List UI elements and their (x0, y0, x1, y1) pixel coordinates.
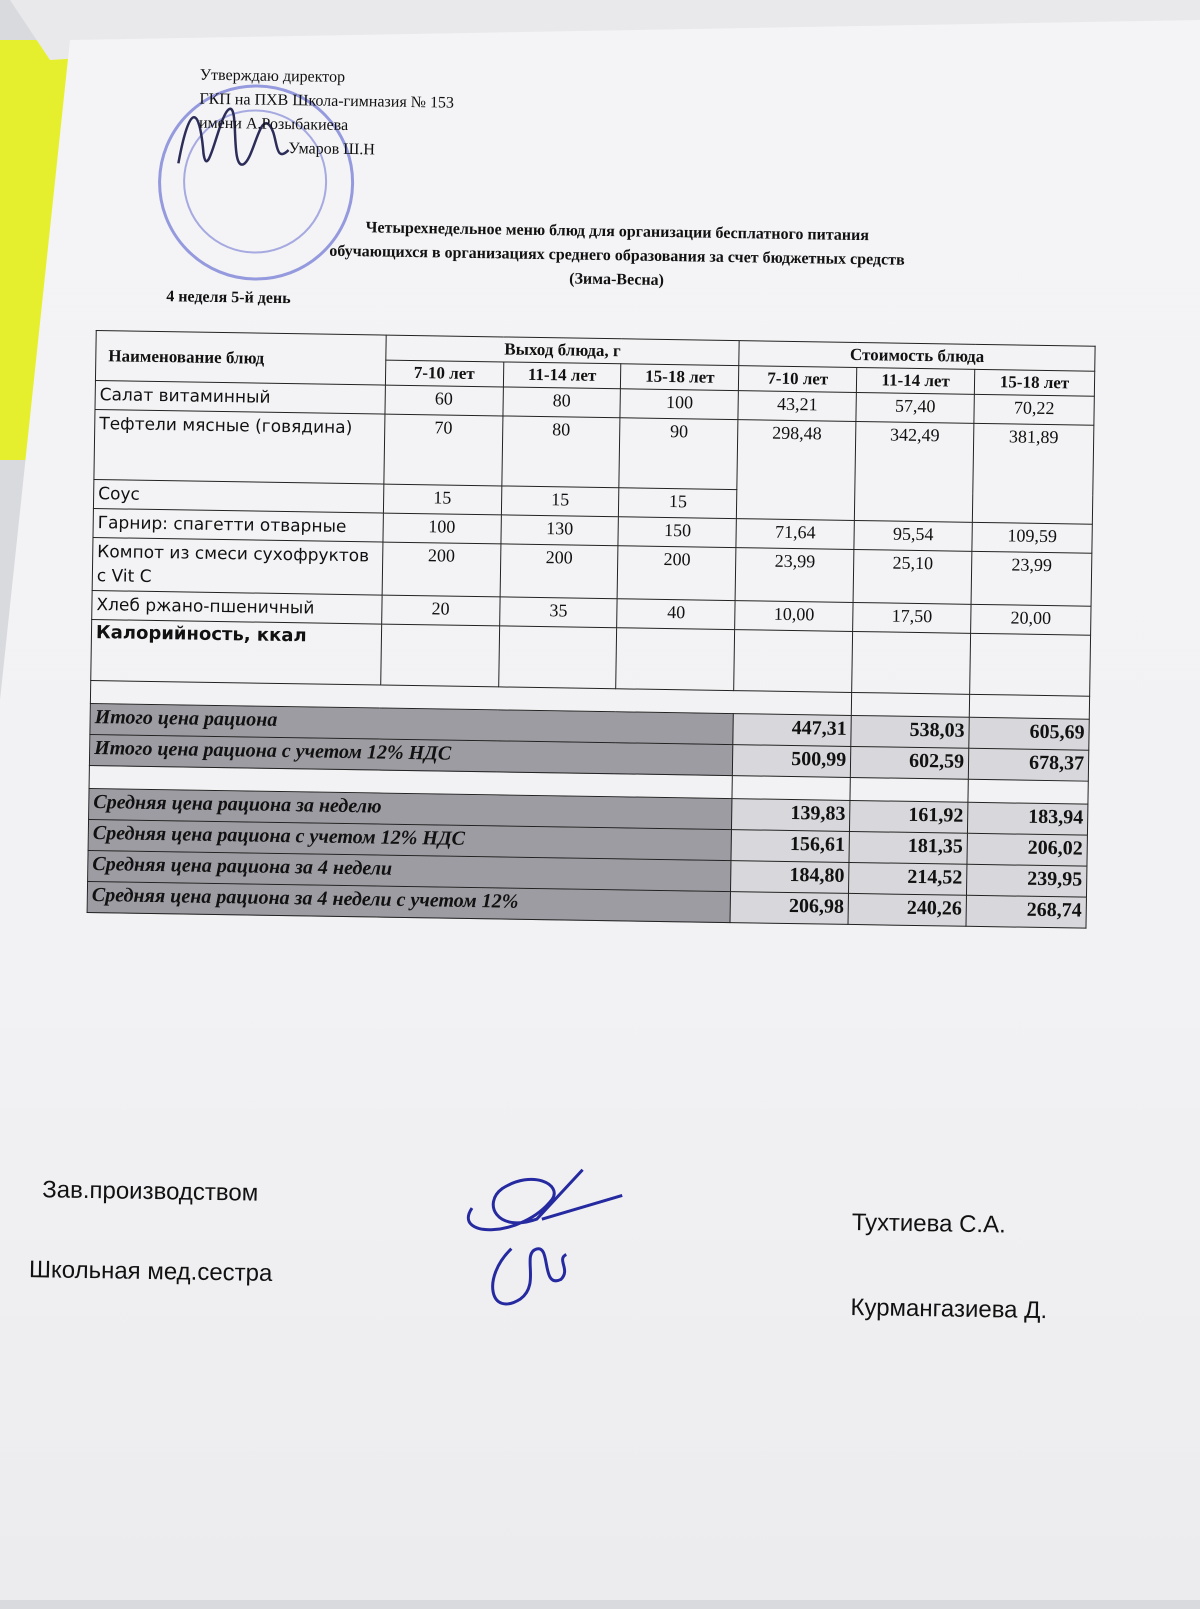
approval-block (198, 64, 454, 164)
cost-cell: 10,00 (735, 601, 853, 632)
cost-cell: 20,00 (971, 604, 1091, 635)
output-cell: 80 (501, 416, 620, 488)
output-cell: 70 (384, 414, 503, 486)
output-cell: 35 (499, 597, 617, 628)
average-value: 239,95 (967, 864, 1087, 897)
calories-label: Калорийность, ккал (91, 620, 382, 686)
average-value: 184,80 (731, 861, 849, 894)
average-value: 161,92 (850, 800, 968, 833)
output-cell: 60 (385, 385, 503, 416)
output-cell: 15 (383, 484, 501, 515)
cost-cell: 109,59 (972, 522, 1092, 553)
dish-name: Тефтели мясные (говядина) (94, 410, 385, 485)
calories-cell (734, 630, 853, 693)
col-output-header: Выход блюда, г (386, 335, 740, 366)
calories-cell (380, 624, 499, 687)
total-value: 447,31 (733, 714, 851, 747)
age-header: 11-14 лет (857, 367, 975, 394)
week-day-label: 4 неделя 5-й день (166, 288, 291, 308)
output-cell: 150 (618, 517, 736, 548)
spacer-cell (732, 776, 850, 801)
dish-name: Хлеб ржано-пшеничный (92, 591, 382, 625)
age-header: 15-18 лет (621, 364, 739, 391)
total-value: 605,69 (969, 717, 1089, 750)
calories-cell (852, 631, 971, 694)
name-production-head: Тухтиева С.А. (851, 1209, 1006, 1239)
average-label: Средняя цена рациона с учетом 12% НДС (88, 819, 732, 860)
col-name-header: Наименование блюд (95, 331, 385, 386)
age-header: 15-18 лет (974, 369, 1094, 396)
document-title (166, 213, 1067, 299)
average-value: 206,98 (730, 892, 848, 925)
menu-table (87, 330, 1096, 929)
cost-cell: 17,50 (853, 602, 971, 633)
cost-cell: 57,40 (856, 392, 974, 423)
average-value: 156,61 (731, 830, 849, 863)
cost-cell: 342,49 (855, 421, 974, 522)
cost-cell: 25,10 (853, 549, 972, 604)
output-cell: 40 (617, 599, 735, 630)
calories-cell (498, 626, 617, 689)
average-value: 268,74 (966, 895, 1086, 928)
output-cell: 20 (381, 595, 499, 626)
output-cell: 15 (501, 486, 619, 517)
cost-cell: 381,89 (972, 423, 1093, 524)
total-value: 602,59 (850, 746, 968, 779)
role-school-nurse: Школьная мед.сестра (28, 1256, 273, 1287)
output-cell: 90 (619, 418, 738, 490)
average-value: 240,26 (848, 893, 966, 926)
cost-cell: 23,99 (735, 548, 854, 603)
average-label: Средняя цена рациона за 4 недели (88, 850, 732, 891)
total-value: 538,03 (851, 715, 969, 748)
approve-line-2: ГКП на ПХВ Школа-гимназия № 153 (199, 90, 455, 112)
cost-cell: 23,99 (971, 551, 1092, 606)
output-cell: 100 (620, 389, 738, 420)
age-header: 7-10 лет (739, 366, 857, 393)
dish-name: Гарнир: спагетти отварные (93, 509, 383, 543)
title-line-3: (Зима-Весна) (569, 270, 665, 289)
dish-name: Салат витаминный (95, 381, 385, 415)
cost-cell: 43,21 (738, 391, 856, 422)
average-value: 206,02 (967, 833, 1087, 866)
cost-cell: 298,48 (737, 420, 856, 521)
dish-name: Компот из смеси сухофруктов с Vit C (92, 538, 383, 596)
spacer-cell (968, 779, 1088, 804)
title-line-1: Четырехнедельное меню блюд для организации бесплатного питания (365, 219, 870, 245)
total-value: 500,99 (733, 745, 851, 778)
handwritten-signatures (440, 1158, 642, 1321)
approve-line-3: имени А.Розыбакиева (198, 114, 349, 134)
output-cell: 200 (618, 546, 737, 601)
title-line-2: обучающихся в организациях среднего образования за счет бюджетных средств (329, 242, 905, 269)
calories-cell (616, 628, 735, 691)
total-label: Итого цена рациона с учетом 12% НДС (89, 734, 733, 775)
spacer-cell (850, 777, 968, 802)
average-label: Средняя цена рациона за неделю (89, 788, 733, 829)
age-header: 11-14 лет (503, 362, 621, 389)
average-value: 183,94 (968, 802, 1088, 835)
output-cell: 200 (382, 542, 501, 597)
approve-line-1: Утверждаю директор (199, 66, 346, 86)
approve-line-4: Умаров Ш.Н (288, 140, 376, 159)
cost-cell: 71,64 (736, 519, 854, 550)
spacer-cell (969, 694, 1089, 719)
role-production-head: Зав.производством (42, 1176, 259, 1207)
cost-cell: 70,22 (974, 394, 1094, 425)
total-label: Итого цена рациона (90, 703, 734, 744)
output-cell: 200 (500, 544, 619, 599)
average-value: 181,35 (849, 831, 967, 864)
average-value: 214,52 (849, 862, 967, 895)
calories-cell (970, 633, 1091, 696)
average-value: 139,83 (732, 799, 850, 832)
output-cell: 100 (383, 513, 501, 544)
total-value: 678,37 (968, 748, 1088, 781)
name-school-nurse: Курмангазиева Д. (850, 1294, 1048, 1325)
spacer-cell (851, 692, 969, 717)
col-cost-header: Стоимость блюда (739, 341, 1095, 372)
output-cell: 15 (619, 488, 737, 519)
output-cell: 130 (501, 515, 619, 546)
cost-cell: 95,54 (854, 520, 972, 551)
dish-name: Соус (93, 480, 383, 514)
age-header: 7-10 лет (385, 360, 503, 387)
output-cell: 80 (503, 387, 621, 418)
average-label: Средняя цена рациона за 4 недели с учетом 12% (87, 881, 731, 922)
